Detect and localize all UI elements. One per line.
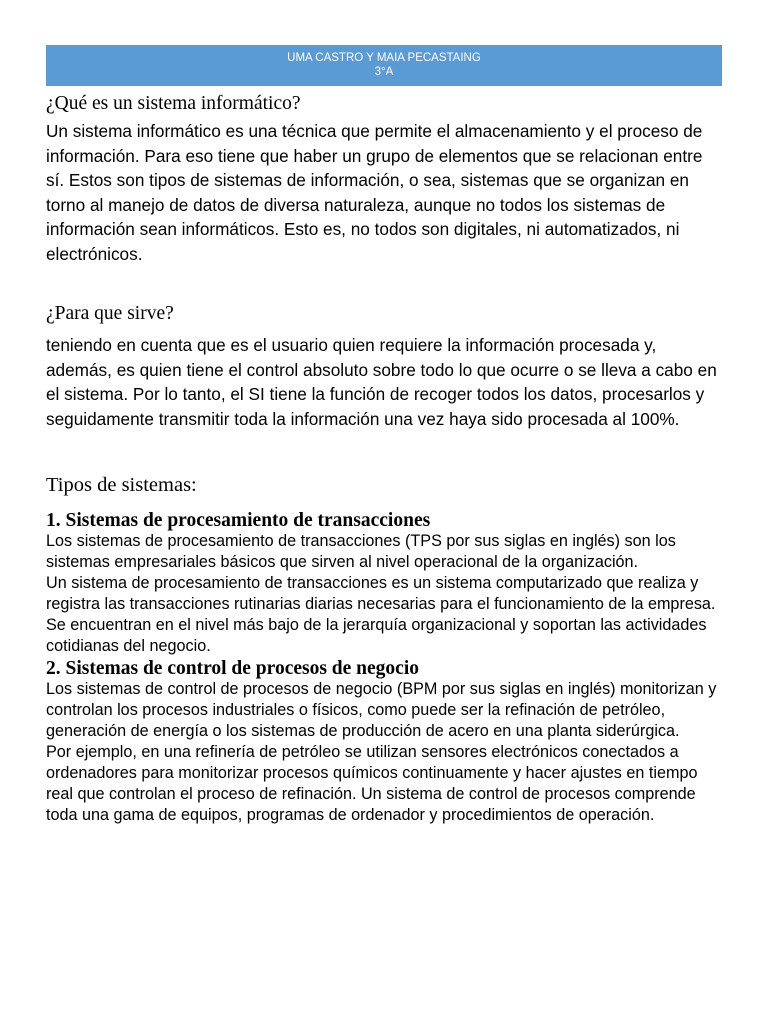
paragraph-definition: Un sistema informático es una técnica que permite el almacenamiento y el proceso de información. Para eso tiene que haber un grupo de elementos que se relacionan entre sí. Estos son tipos de sistemas de información, o sea, sistemas que se organizan en torno al manejo de datos de diversa naturaleza, aunque no todos los sistemas de información sean informáticos. Esto es, no todos son digitales, ni automatizados, ni electrónicos.	[46, 121, 703, 264]
header-banner	[46, 45, 722, 86]
type-paragraph: Los sistemas de control de procesos de negocio (BPM por sus siglas en inglés) monitorizan y controlan los procesos industriales o físicos, como puede ser la refinación de petróleo, generación de energía o los sistemas de producción de acero en una planta siderúrgica.	[46, 680, 717, 740]
section-title-types: Tipos de sistemas:	[46, 474, 197, 496]
paragraph-purpose: teniendo en cuenta que es el usuario quien requiere la información procesada y, además, es quien tiene el control absoluto sobre todo lo que ocurre o se lleva a cabo en el sistema. Por lo tanto, el SI tiene la función de recoger todos los datos, procesarlos y seguidamente transmitir toda la información una vez haya sido procesada al 100%.	[46, 335, 717, 429]
type-paragraph: Los sistemas de procesamiento de transacciones (TPS por sus siglas en inglés) son los sistemas empresariales básicos que sirven al nivel operacional de la organización.	[46, 532, 676, 571]
header-grade: 3°A	[374, 66, 394, 78]
question-what-is: ¿Qué es un sistema informático?	[46, 93, 301, 114]
type-heading-bpm: 2. Sistemas de control de procesos de negocio	[46, 658, 420, 679]
type-paragraph: Por ejemplo, en una refinería de petróleo se utilizan sensores electrónicos conectados a ordenadores para monitorizar procesos químicos continuamente y hacer ajustes en tiempo real que controlan el proceso de refinación. Un sistema de control de procesos comprende toda una gama de equipos, programas de ordenador y procedimientos de operación.	[46, 743, 698, 824]
question-purpose: ¿Para que sirve?	[46, 303, 174, 324]
header-authors: UMA CASTRO Y MAIA PECASTAING	[287, 52, 481, 64]
type-heading-tps: 1. Sistemas de procesamiento de transacciones	[46, 510, 431, 531]
type-paragraph: Un sistema de procesamiento de transacciones es un sistema computarizado que realiza y registra las transacciones rutinarias diarias necesarias para el funcionamiento de la empresa. Se encuentran en el nivel más bajo de la jerarquía organizacional y soportan las actividades cotidianas del negocio.	[46, 574, 716, 655]
document-page	[46, 45, 722, 826]
